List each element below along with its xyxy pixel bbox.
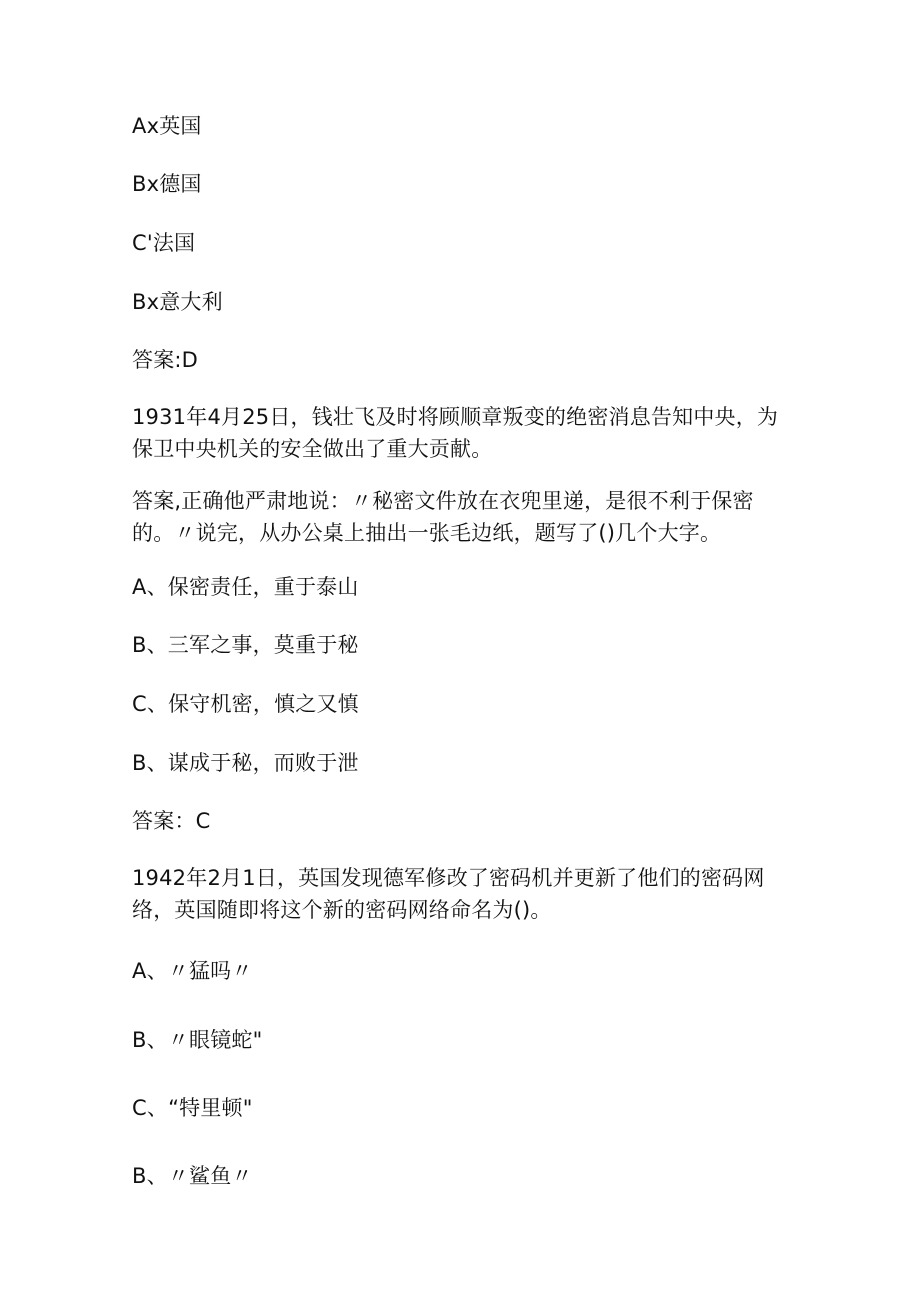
q4-question-line-1: 1942年2月1日，英国发现德军修改了密码机并更新了他们的密码网 [132, 866, 765, 890]
q3-question [132, 485, 792, 549]
q4-option-c: C、“特里顿" [132, 1096, 253, 1120]
q1-option-a: Ax英国 [132, 114, 202, 138]
q2-statement-line-2: 保卫中央机关的安全做出了重大贡献。 [132, 437, 493, 461]
q2-statement-line-1: 1931年4月25日，钱壮飞及时将顾顺章叛变的绝密消息告知中央，为 [132, 405, 779, 429]
q1-answer: 答案:D [132, 348, 199, 372]
q4-question-line-2: 络，英国随即将这个新的密码网络命名为()。 [132, 898, 552, 922]
q1-option-d: Bx意大利 [132, 290, 223, 314]
q4-question [132, 862, 792, 926]
q1-option-b: Bx德国 [132, 172, 202, 196]
q3-option-d: B、谋成于秘，而败于泄 [132, 751, 359, 775]
q2-statement [132, 401, 792, 465]
q3-option-c: C、保守机密，慎之又慎 [132, 692, 359, 716]
q3-question-line-2: 的。〃说完，从办公桌上抽出一张毛边纸，题写了()几个大字。 [132, 521, 722, 545]
q3-option-b: B、三军之事，莫重于秘 [132, 633, 359, 657]
q1-option-c: C'法国 [132, 231, 196, 255]
q3-question-line-1: 答案,正确他严肃地说：〃秘密文件放在衣兜里递，是很不利于保密 [132, 489, 754, 513]
q4-option-a: A、〃猛吗〃 [132, 959, 253, 983]
q4-option-b: B、〃眼镜蛇" [132, 1028, 263, 1052]
q3-answer: 答案：C [132, 809, 211, 833]
q4-option-d: B、〃鲨鱼〃 [132, 1164, 253, 1188]
q3-option-a: A、保密责任，重于泰山 [132, 575, 359, 599]
